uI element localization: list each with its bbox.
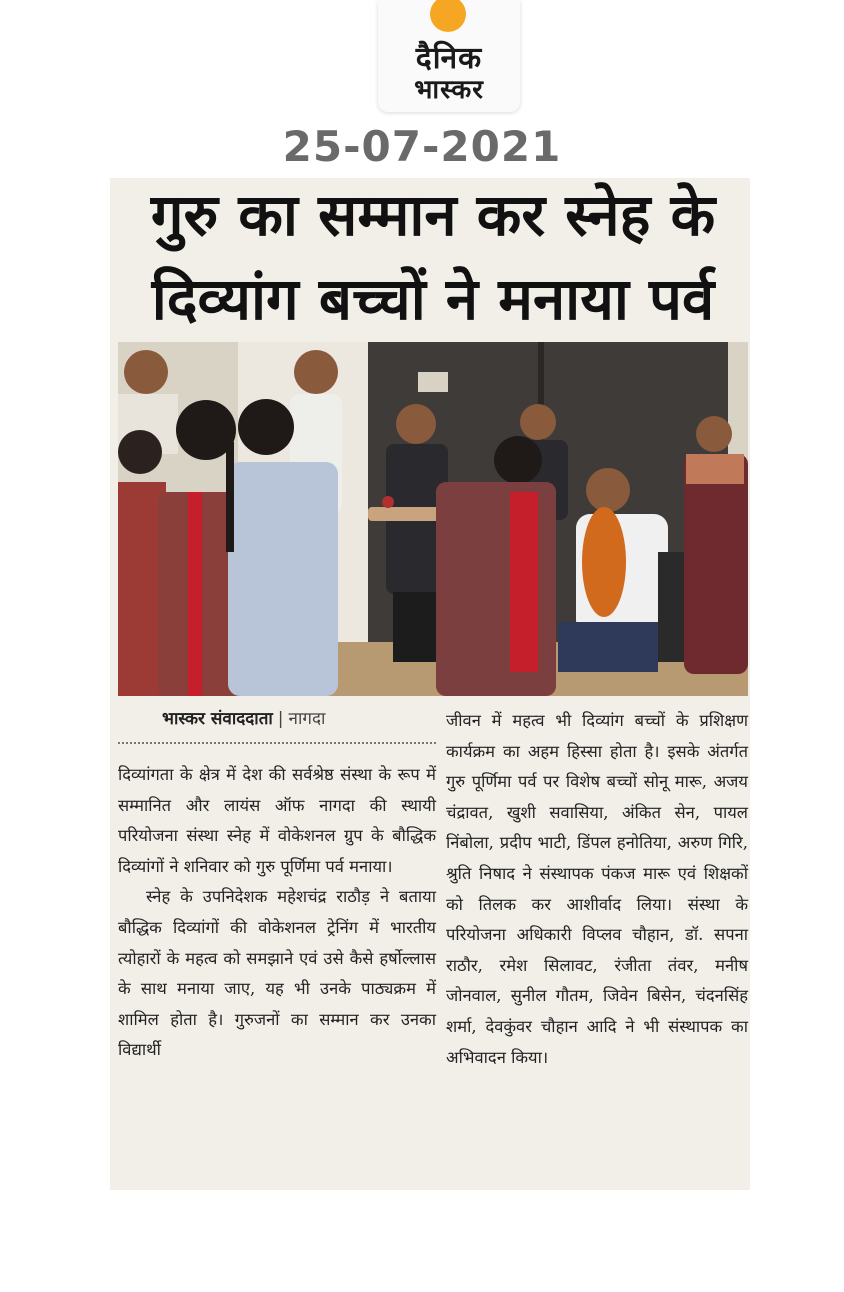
article-paragraph-2: स्नेह के उपनिदेशक महेशचंद्र राठौड़ ने बताया बौद्धिक दिव्यांगों की वोकेशनल ट्रेनिंग में भारतीय त्योहारों के महत्व को समझाने एवं उसे कैसे हर्षोल्लास के साथ मनाया जाए, यह भी उनके पाठ्यक्रम में शामिल होता है। गुरुजनों का सम्मान कर उनका विद्यार्थी	[118, 887, 436, 1060]
article-column-right	[446, 706, 748, 1073]
headline-line1: गुरु का सम्मान कर स्नेह के	[150, 181, 716, 249]
byline-author: भास्कर संवाददाता	[162, 709, 273, 729]
byline-separator: |	[277, 709, 284, 729]
byline	[162, 706, 325, 732]
headline-line2: दिव्यांग बच्चों ने मनाया पर्व	[151, 265, 715, 333]
byline-city: नागदा	[288, 709, 326, 729]
byline-divider	[118, 742, 436, 744]
logo-text-line2: भास्कर	[414, 75, 484, 105]
logo-text-line1: दैनिक	[415, 41, 483, 76]
news-photo	[118, 342, 748, 696]
sun-icon	[430, 0, 466, 32]
publication-date: 25-07-2021	[282, 122, 562, 171]
article-paragraph-1: दिव्यांगता के क्षेत्र में देश की सर्वश्रेष्ठ संस्था के रूप में सम्मानित और लायंस ऑफ नागदा की स्थायी परियोजना संस्था स्नेह में वोकेशनल ग्रुप के बौद्धिक दिव्यांगों ने शनिवार को गुरु पूर्णिमा पर्व मनाया।	[118, 765, 436, 876]
newspaper-logo	[378, 0, 520, 112]
article-column-left	[118, 760, 436, 1066]
article-paragraph-3: जीवन में महत्व भी दिव्यांग बच्चों के प्रशिक्षण कार्यक्रम का अहम हिस्सा होता है। इसके अंतर्गत गुरु पूर्णिमा पर्व पर विशेष बच्चों सोनू मारू, अजय चंद्रावत, खुशी सवासिया, अंकित सेन, पायल निंबोला, प्रदीप भाटी, डिंपल हनोतिया, अरुण गिरि, श्रुति निषाद ने संस्थापक पंकज मारू एवं शिक्षकों को तिलक कर आशीर्वाद लिया। संस्था के परियोजना अधिकारी विप्लव चौहान, डॉ. सपना राठौर, रमेश सिलावट, रंजीता तंवर, मनीष जोनवाल, सुनील गौतम, जिवेन बिसेन, चंदनसिंह शर्मा, देवकुंवर चौहान आदि ने भी संस्थापक का अभिवादन किया।	[446, 711, 748, 1067]
